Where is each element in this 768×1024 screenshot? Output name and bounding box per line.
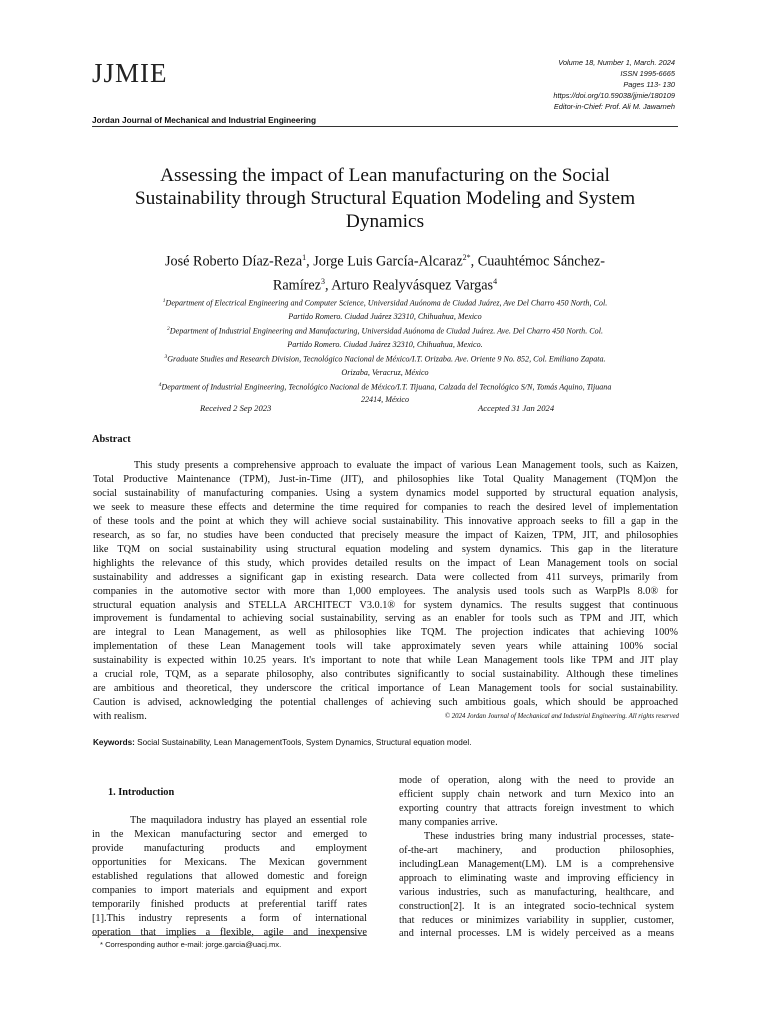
affiliation-line xyxy=(92,310,678,323)
text-line: approach to eliminating waste and improving efficiency in xyxy=(399,872,674,884)
affiliation-line xyxy=(92,338,678,351)
affiliation-text: Department of Industrial Engineering, Tecnológico Nacional de México/I.T. Tijuana, Calzada del Tecnológico S/N, Tomás Aquino, Tijuana xyxy=(161,382,612,392)
affiliation-line xyxy=(92,323,678,338)
text-line: Total Productive Maintenance (TPM), Just-in-Time (JIT), and philosophies like Total Quality Management (TQM)on the xyxy=(93,473,678,485)
text-line: This study presents a comprehensive approach to evaluate the impact of various Lean Management tools, such as Kaizen, xyxy=(93,460,678,471)
affiliation-text: Department of Electrical Engineering and Computer Science, Universidad Auónoma de Ciudad Juárez, Ave Del Charro 450 North, Col. xyxy=(165,298,608,308)
issn-line: ISSN 1995-6665 xyxy=(620,69,675,78)
paper-title xyxy=(92,164,678,233)
affiliation-text: Partido Romero. Ciudad Juárez 32310, Chihuahua, Mexico. xyxy=(287,339,483,349)
pages-line: Pages 113- 130 xyxy=(623,80,675,89)
title-line: Dynamics xyxy=(345,211,425,232)
abstract-heading: Abstract xyxy=(92,434,131,445)
affiliation-text: Graduate Studies and Research Division, Tecnológico Nacional de México/I.T. Orizaba. Ave. Oriente 9 No. 852, Col. Emiliano Zapata. xyxy=(167,354,606,364)
text-line: companies to import materials and equipment and export xyxy=(92,884,367,896)
author-line xyxy=(92,272,678,296)
text-line: These industries bring many industrial processes, state- xyxy=(399,830,674,842)
section-heading: 1. Introduction xyxy=(108,787,175,798)
author-sup: 1 xyxy=(302,253,307,262)
text-line: includingLean Management(LM). LM is a comprehensive xyxy=(399,858,674,870)
text-line: like TQM on social sustainability using structural equation modeling and system dynamics. This gap in the literature xyxy=(93,543,678,555)
text-line: in the Mexican manufacturing sector and emerged to xyxy=(92,828,367,840)
text-line: with realism. xyxy=(93,711,147,723)
text-line: highlights the relevance of this study, which provides detailed results on the impact of Lean Management tools on social xyxy=(93,557,678,569)
affiliation-sup: 4 xyxy=(158,381,162,388)
author-name: Ramírez xyxy=(272,277,321,294)
text-line: improvement is fundamental to achieving social sustainability, serving as an enabler for tools such as TPM and JIT, which xyxy=(93,613,678,625)
text-line: established regulations that allowed domestic and foreign xyxy=(92,870,367,882)
author-name: , Jorge Luis García-Alcaraz xyxy=(306,253,463,270)
text-line: provide manufacturing products and employment xyxy=(92,842,367,854)
affiliation-line xyxy=(92,351,678,366)
author-sup: 2* xyxy=(462,253,471,262)
text-line: opportunities for Mexicans. The Mexican government xyxy=(92,856,367,868)
affiliation-line xyxy=(92,379,678,394)
received-date: Received 2 Sep 2023 xyxy=(200,403,272,413)
text-line: Caution is advised, acknowledging the potential challenges of achieving such ambitious goals, which should be approached xyxy=(93,697,678,709)
text-line: social sustainability of manufacturing companies. Using a system dynamics model supported by structural equation analysis, xyxy=(93,487,678,499)
copyright-notice: © 2024 Jordan Journal of Mechanical and Industrial Engineering. All rights reserved xyxy=(444,713,679,720)
doi-link[interactable]: https://doi.org/10.59038/jjmie/180109 xyxy=(553,91,675,100)
footnote-divider xyxy=(92,935,367,936)
abstract-body xyxy=(93,459,678,724)
text-line: and internal processes. LM is widely perceived as a means xyxy=(399,928,674,940)
text-line: that reduces or minimizes variability in supplier, customer, xyxy=(399,914,674,926)
keywords-label: Keywords: xyxy=(93,738,135,747)
keywords-text: Social Sustainability, Lean ManagementTools, System Dynamics, Structural equation model. xyxy=(134,738,472,747)
affiliation-text: Partido Romero. Ciudad Juárez 32310, Chihuahua, Mexico xyxy=(288,311,482,321)
text-line: sustainability is expected within 10.25 years. It's important to note that while Lean Management tools like TPM and JIT play xyxy=(93,655,678,667)
affiliation-line xyxy=(92,295,678,310)
affiliation-text: 22414, México xyxy=(360,395,410,405)
affiliation-sup: 1 xyxy=(162,298,166,304)
text-line: structural equation analysis and STELLA ARCHITECT V3.0.1® for system dynamics. The results suggest that continuous xyxy=(93,599,678,611)
affiliation-text: Department of Industrial Engineering and Manufacturing, Universidad Auónoma de Ciudad Juárez. Ave. Del Charro 450 North. Col. xyxy=(169,326,603,336)
affiliation-line xyxy=(92,393,678,406)
text-line: exporting country that attracts foreign investment to which xyxy=(399,802,674,814)
text-line: [1].This industry represents a form of international xyxy=(92,912,367,924)
text-line: are ambitious and theoretical, they underscore the critical importance of Lean Management tools for social sustainability. xyxy=(93,683,678,695)
text-line: we seek to measure these effects and determine the time required for companies to reach the desired level of implementation xyxy=(93,501,678,513)
author-name: , Cuauhtémoc Sánchez- xyxy=(470,253,605,270)
text-line: companies in the automotive sector with more than 1,000 employees. The analysis used tools such as WarpPls 8.0® for xyxy=(93,585,678,597)
affiliation-line xyxy=(92,366,678,379)
text-line: mode of operation, along with the need to provide an xyxy=(399,775,674,786)
text-line: many companies arrive. xyxy=(399,816,498,828)
author-name: , Arturo Realyvásquez Vargas xyxy=(324,277,494,294)
journal-logo: JJMIE xyxy=(92,58,168,88)
affiliation-sup: 2 xyxy=(167,325,170,332)
corresponding-author-footnote: * Corresponding author e-mail: jorge.garcia@uacj.mx. xyxy=(100,940,282,949)
author-line xyxy=(92,248,678,272)
text-line: The maquiladora industry has played an essential role xyxy=(92,815,367,826)
author-sup: 4 xyxy=(493,276,498,286)
affiliation-text: Orizaba, Veracruz, México xyxy=(341,367,429,377)
text-line: efficient supply chain network and turn Mexico into an xyxy=(399,788,674,800)
header-divider xyxy=(92,126,678,127)
text-line: of-the-art machinery, and production philosophies, xyxy=(399,844,674,856)
accepted-date: Accepted 31 Jan 2024 xyxy=(478,403,555,413)
text-line: sustainability and addresses a significant gap in existing research. Data were collected from 411 surveys, primarily from xyxy=(93,571,678,583)
journal-name: Jordan Journal of Mechanical and Industrial Engineering xyxy=(92,115,317,125)
text-line: are integral to Lean Management, as well as philosophies like TQM. The projection indicates that achieving 100% xyxy=(93,627,678,639)
title-line: Assessing the impact of Lean manufacturing on the Social xyxy=(160,165,610,186)
affiliations xyxy=(92,295,678,407)
text-line: various industries, such as manufacturing, healthcare, and xyxy=(399,886,674,898)
keywords xyxy=(93,738,471,747)
author-name: José Roberto Díaz-Reza xyxy=(165,253,303,270)
editor-line: Editor-in-Chief: Prof. Ali M. Jawarneh xyxy=(553,102,675,111)
text-line: implementation of these Lean Management tools will take approximately seven years while attaining 100% social xyxy=(93,641,678,653)
volume-line: Volume 18, Number 1, March. 2024 xyxy=(558,58,675,67)
author-sup: 3 xyxy=(320,276,325,286)
text-line: operation that implies a flexible, agile and inexpensive xyxy=(92,926,367,938)
issue-metadata xyxy=(415,57,675,112)
author-list xyxy=(92,248,678,295)
text-line: temporarily finished products at preferential tariff rates xyxy=(92,898,367,910)
title-line: Sustainability through Structural Equation Modeling and System xyxy=(134,188,636,209)
text-line: a crucial role, TQM, as a separate philosophy, also contributes significantly to social sustainability. Although these timelines xyxy=(93,669,678,681)
text-line: research, as so far, no studies have been conducted that precisely measure the impact of Kaizen, TPM, JIT, and philosophies xyxy=(93,529,678,541)
body-column-right xyxy=(399,774,674,941)
text-line: construction[2]. It is an integrated socio-technical system xyxy=(399,900,674,912)
affiliation-sup: 3 xyxy=(164,353,168,360)
body-column-left xyxy=(92,814,367,940)
text-line: of these tools and the point at which they will achieve social sustainability. This innovative approach seeks to fill a gap in the xyxy=(93,515,678,527)
